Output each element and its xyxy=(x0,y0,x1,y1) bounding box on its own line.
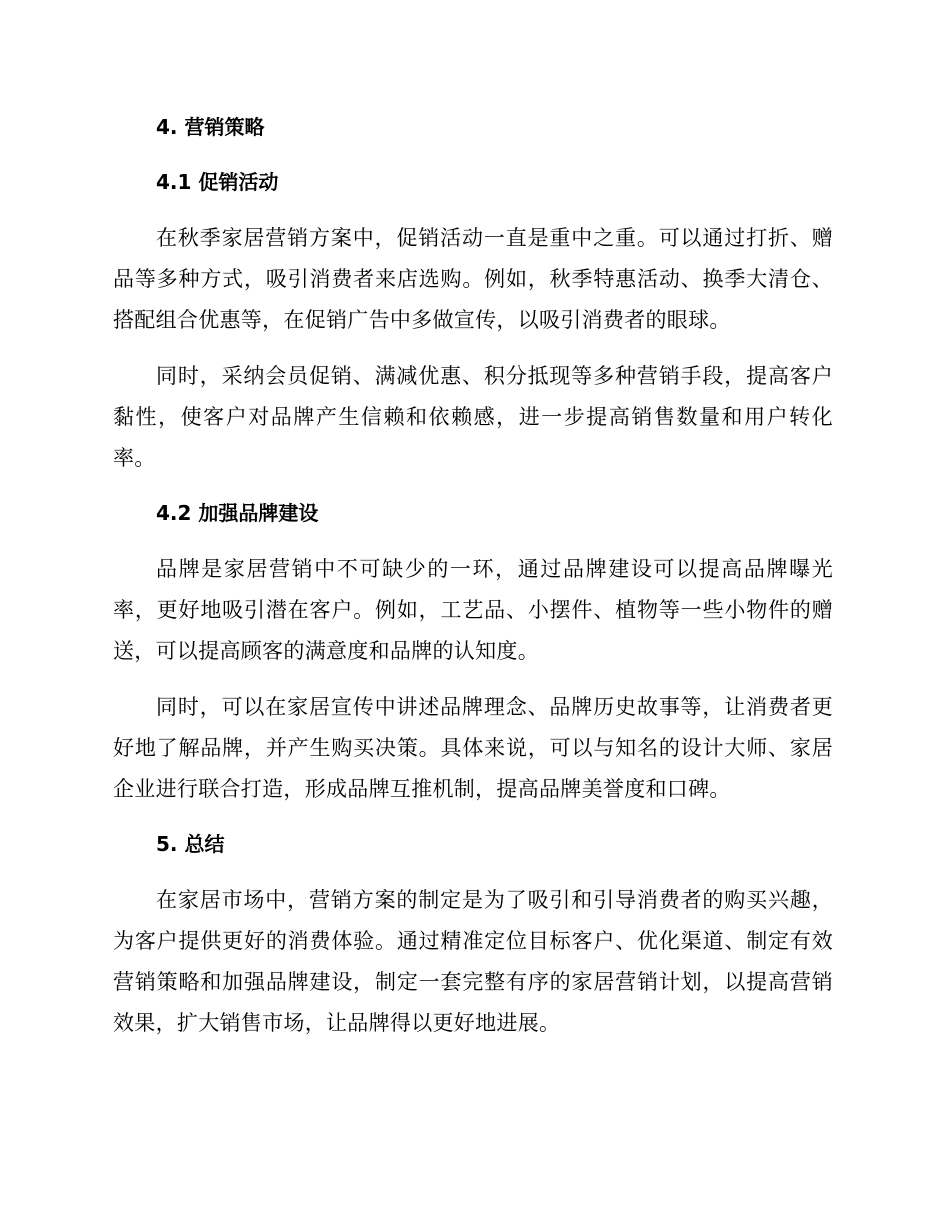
paragraph-brand-story: 同时，可以在家居宣传中讲述品牌理念、品牌历史故事等，让消费者更好地了解品牌，并产生购买决策。具体来说，可以与知名的设计大师、家居企业进行联合打造，形成品牌互推机制，提高品牌美誉度和口碑。 xyxy=(113,695,833,801)
paragraph-brand-building: 品牌是家居营销中不可缺少的一环，通过品牌建设可以提高品牌曝光率，更好地吸引潜在客户。例如，工艺品、小摆件、植物等一些小物件的赠送，可以提高顾客的满意度和品牌的认知度。 xyxy=(113,557,833,663)
paragraph-summary: 在家居市场中，营销方案的制定是为了吸引和引导消费者的购买兴趣，为客户提供更好的消费体验。通过精准定位目标客户、优化渠道、制定有效营销策略和加强品牌建设，制定一套完整有序的家居营销计划，以提高营销效果，扩大销售市场，让品牌得以更好地进展。 xyxy=(113,888,833,1035)
section-heading-4: 4. 营销策略 xyxy=(156,115,265,139)
section-heading-4-1: 4.1 促销活动 xyxy=(156,170,279,194)
section-heading-5: 5. 总结 xyxy=(156,832,225,856)
paragraph-promotion: 在秋季家居营销方案中，促销活动一直是重中之重。可以通过打折、赠品等多种方式，吸引消费者来店选购。例如，秋季特惠活动、换季大清仓、搭配组合优惠等，在促销广告中多做宣传，以吸引消费者的眼球。 xyxy=(113,226,833,332)
document-body xyxy=(113,108,833,1044)
section-heading-4-2: 4.2 加强品牌建设 xyxy=(156,501,319,525)
paragraph-membership: 同时，采纳会员促销、满减优惠、积分抵现等多种营销手段，提高客户黏性，使客户对品牌产生信赖和依赖感，进一步提高销售数量和用户转化率。 xyxy=(113,364,833,470)
